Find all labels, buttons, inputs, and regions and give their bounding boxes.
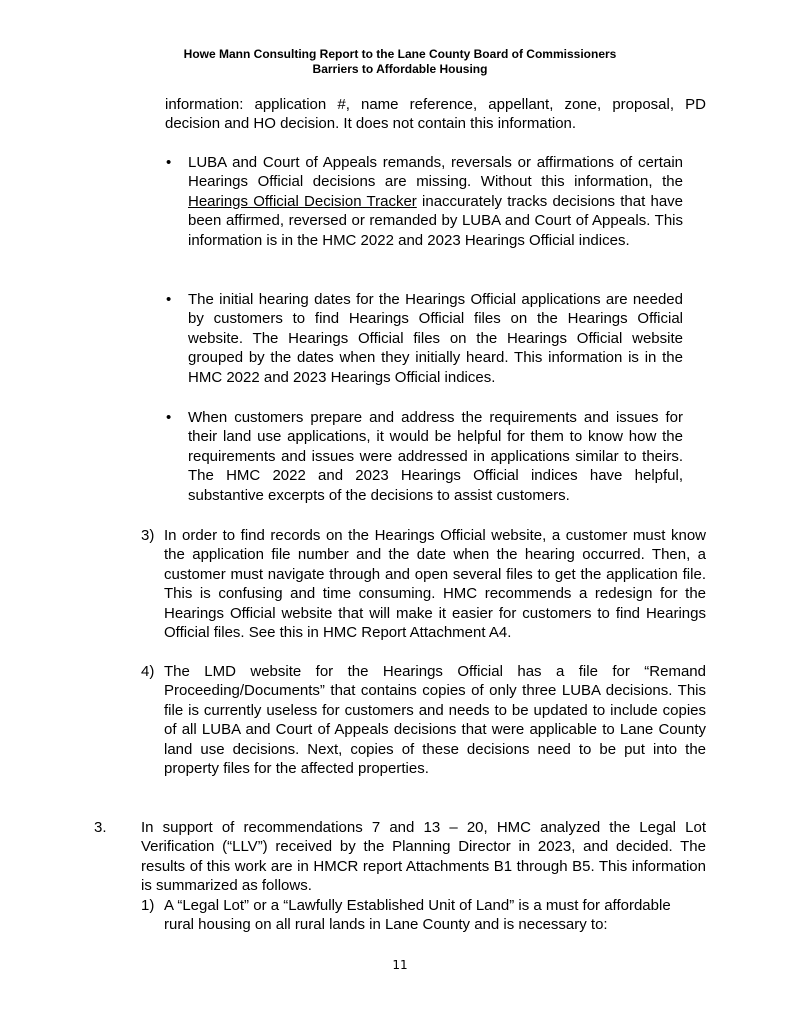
header-subtitle: Barriers to Affordable Housing: [312, 62, 488, 76]
list-number: 3): [141, 527, 155, 544]
bullet-marker: •: [166, 409, 172, 426]
list-number: 4): [141, 663, 155, 680]
bullet-paragraph: When customers prepare and address the requirements and issues for their land use applications, it would be helpful for them to know how the requirements and issues were addressed in applications similar to theirs. The HMC 2022 and 2023 Hearings Official indices have helpful, substantive excerpts of the decisions to assist customers.: [188, 409, 683, 504]
list-item-paragraph: [164, 896, 706, 935]
bullet-marker: •: [166, 291, 172, 308]
header-title: Howe Mann Consulting Report to the Lane County Board of Commissioners: [183, 47, 617, 61]
section-paragraph: In support of recommendations 7 and 13 – 20, HMC analyzed the Legal Lot Verification (“LLV”) received by the Planning Director in 2023, and decided. The results of this work are in HMCR report Attachments B1 through B5. This information is summarized as follows.: [141, 819, 706, 895]
list-item-line: rural housing on all rural lands in Lane County and is necessary to:: [164, 916, 608, 934]
list-item-line: A “Legal Lot” or a “Lawfully Established Unit of Land” is a must for affordable: [164, 897, 671, 914]
intro-paragraph: information: application #, name reference, appellant, zone, proposal, PD decision and HO decision. It does not contain this information.: [165, 96, 706, 133]
bullet-marker: •: [166, 154, 172, 171]
report-header: [0, 47, 800, 77]
bullet-paragraph: The initial hearing dates for the Hearings Official applications are needed by customers to find Hearings Official files on the Hearings Official website. The Hearings Official files on the Hearings Official website grouped by the dates when they initially heard. This information is in the HMC 2022 and 2023 Hearings Official indices.: [188, 291, 683, 386]
decision-tracker-link[interactable]: Hearings Official Decision Tracker: [188, 192, 417, 210]
bullet-text-pre: LUBA and Court of Appeals remands, reversals or affirmations of certain Hearings Official decisions are missing. Without this information, the: [188, 154, 683, 191]
bullet-paragraph: [188, 153, 683, 250]
section-number: 3.: [94, 819, 107, 836]
list-item-paragraph: In order to find records on the Hearings Official website, a customer must know the application file number and the date when the hearing occurred. Then, a customer must navigate through and open several files to get the application file. This is confusing and time consuming. HMC recommends a redesign for the Hearings Official website that will make it easier for customers to find Hearings Official files. See this in HMC Report Attachment A4.: [164, 527, 706, 642]
bullet-text-post: inaccurately tracks decisions that have been affirmed, reversed or remanded by LUBA and Court of Appeals. This information is in the HMC 2022 and 2023 Hearings Official indices.: [188, 192, 684, 249]
list-item-paragraph: The LMD website for the Hearings Official has a file for “Remand Proceeding/Documents” that contains copies of only three LUBA decisions. This file is currently useless for customers and needs to be updated to include copies of all LUBA and Court of Appeals decisions that were applicable to Lane County land use decisions. Next, copies of these decisions need to be put into the property files for the affected properties.: [164, 663, 706, 778]
list-number: 1): [141, 897, 155, 914]
page-number: 11: [392, 958, 408, 972]
